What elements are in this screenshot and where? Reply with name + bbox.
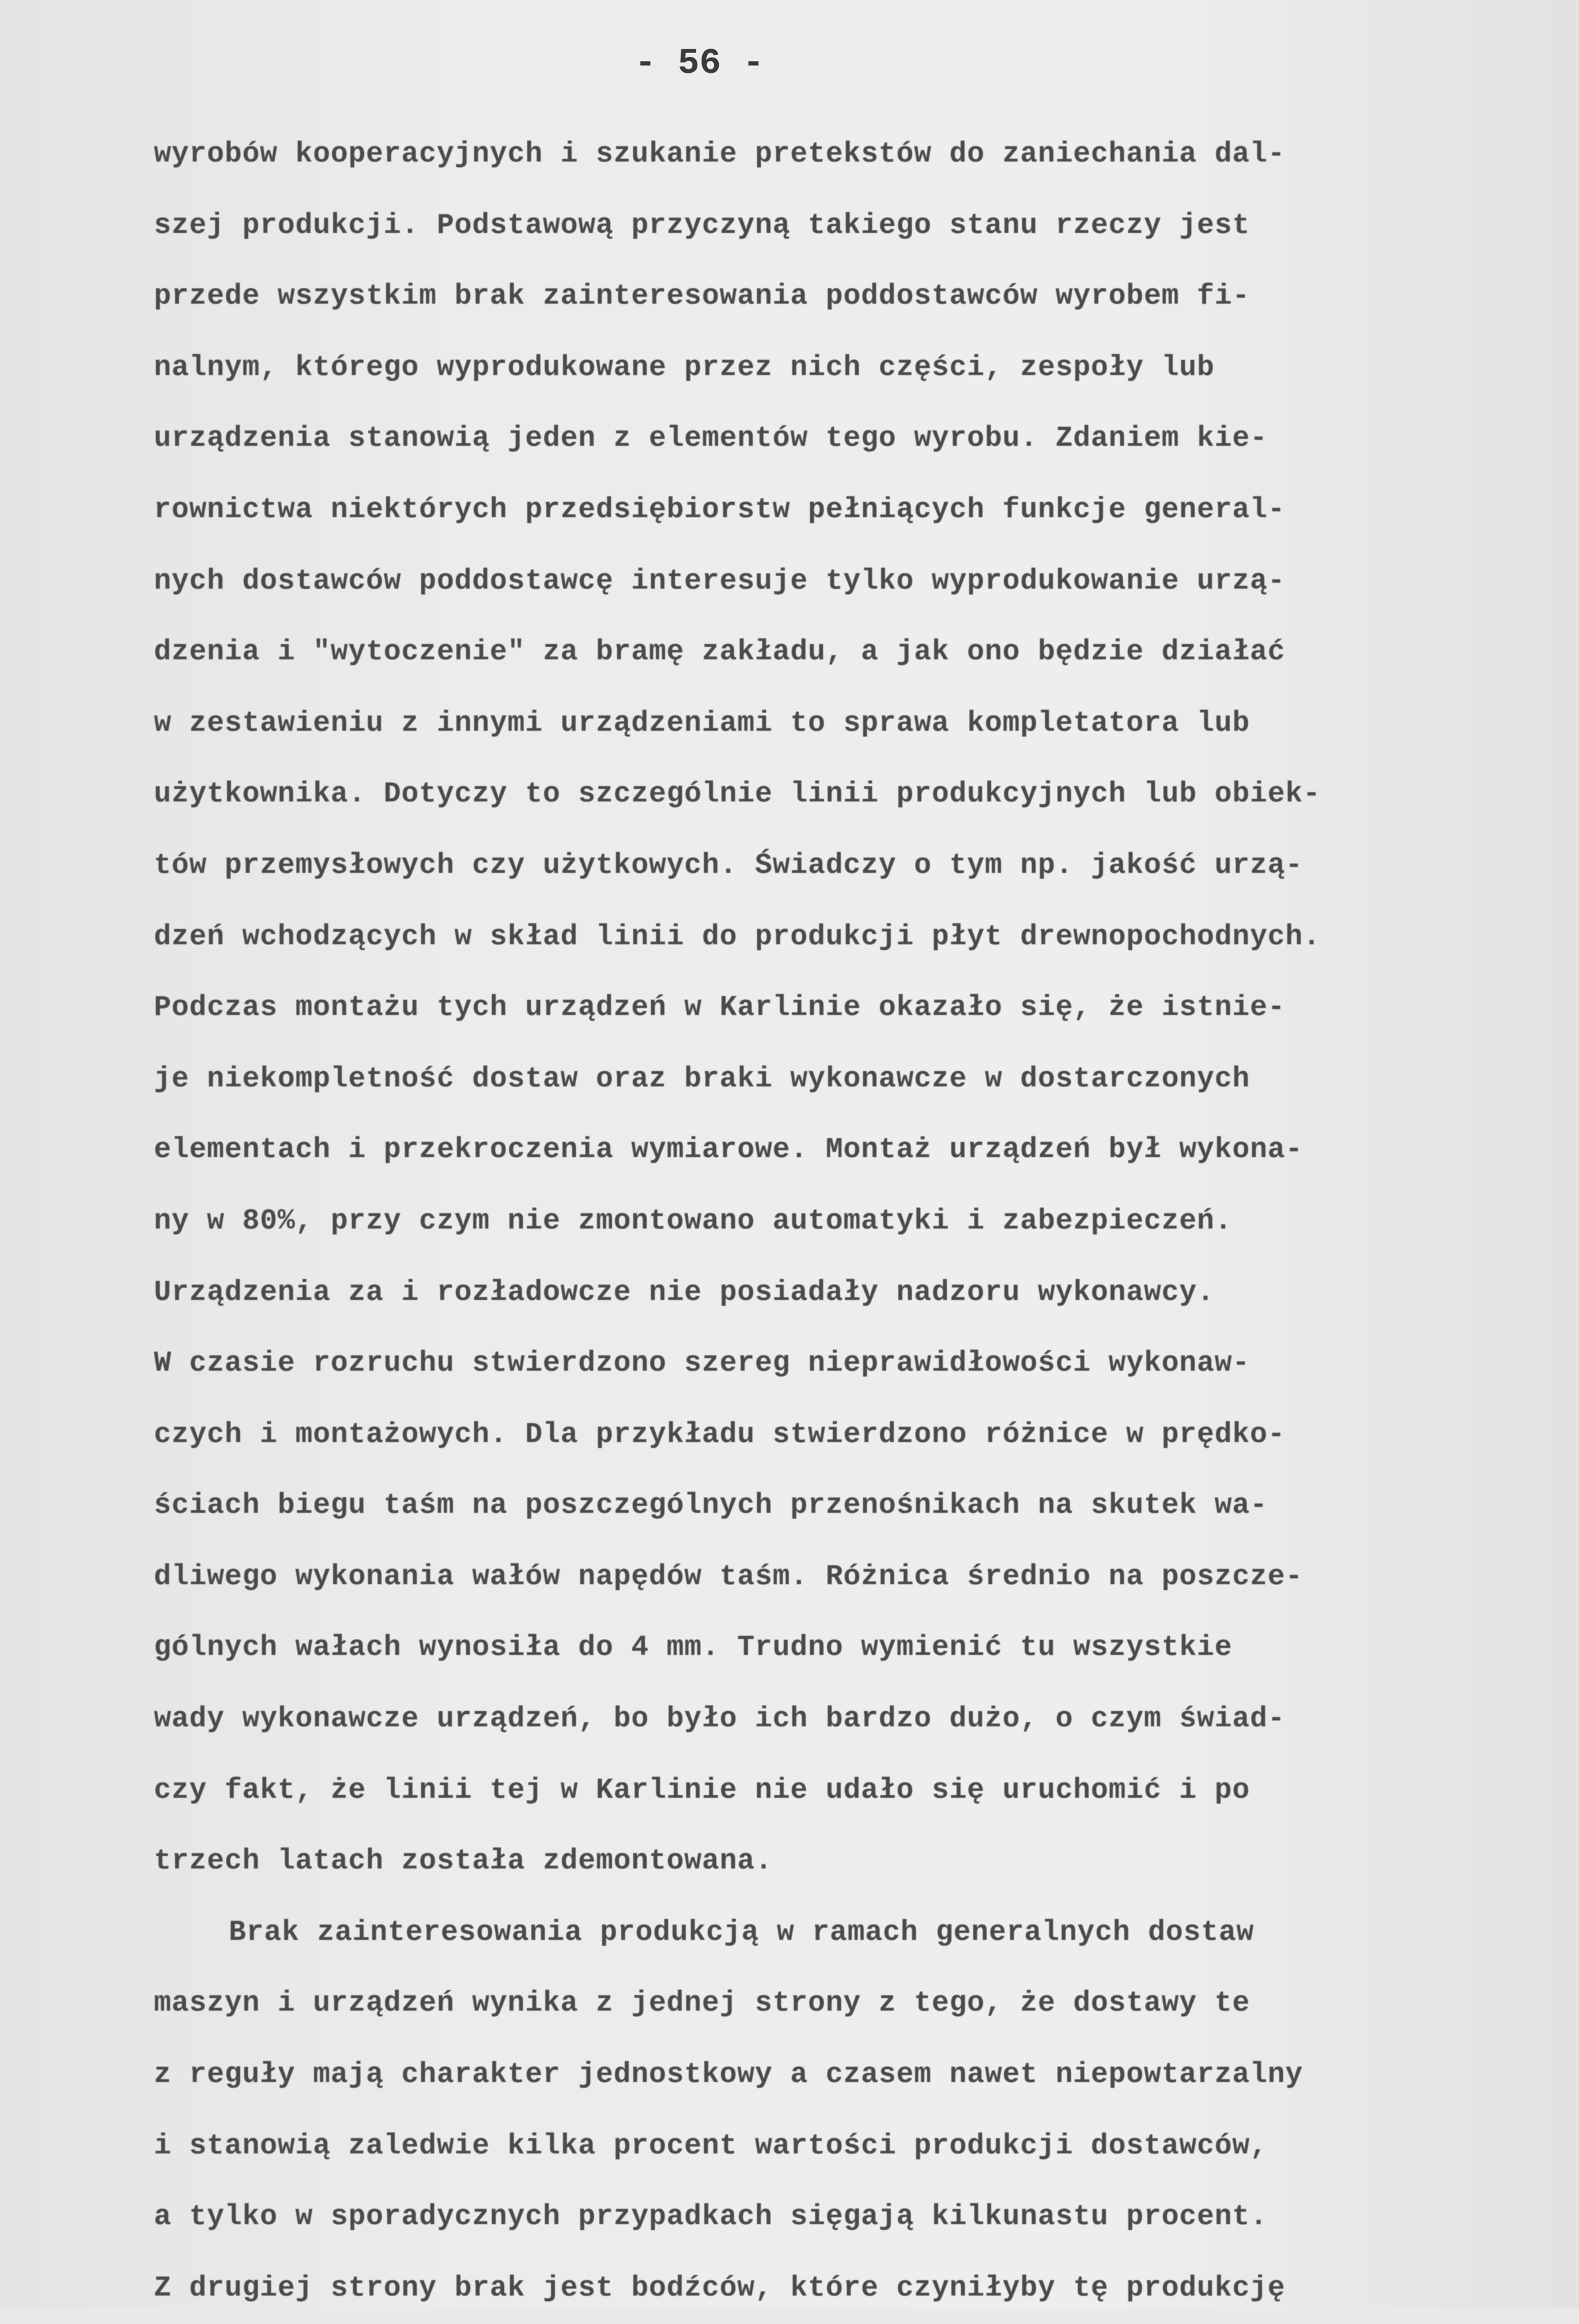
page-number: - 56 - [634, 43, 765, 84]
text-line: czych i montażowych. Dla przykładu stwierdzono różnice w prędko- [154, 1418, 1286, 1451]
text-line: Urządzenia za i rozładowcze nie posiadały nadzoru wykonawcy. [154, 1276, 1215, 1309]
text-line: je niekompletność dostaw oraz braki wykonawcze w dostarczonych [154, 1062, 1250, 1095]
text-line: W czasie rozruchu stwierdzono szereg nieprawidłowości wykonaw- [154, 1347, 1250, 1380]
text-line: nych dostawców poddostawcę interesuje tylko wyprodukowanie urzą- [154, 564, 1286, 598]
text-line: maszyn i urządzeń wynika z jednej strony z tego, że dostawy te [154, 1987, 1250, 2020]
text-line: Z drugiej strony brak jest bodźców, które czyniłyby tę produkcję [154, 2271, 1286, 2305]
text-line: i stanowią zaledwie kilka procent wartości produkcji dostawców, [154, 2129, 1268, 2162]
text-line: dzenia i "wytoczenie" za bramę zakładu, a jak ono będzie działać [154, 636, 1286, 669]
text-line: użytkownika. Dotyczy to szczególnie linii produkcyjnych lub obiek- [154, 778, 1321, 811]
text-line: dzeń wchodzących w skład linii do produkcji płyt drewnopochodnych. [154, 920, 1321, 953]
text-line: Brak zainteresowania produkcją w ramach generalnych dostaw [229, 1916, 1255, 1949]
text-line: trzech latach została zdemontowana. [154, 1845, 773, 1878]
body-text [154, 119, 1561, 2324]
text-line: ściach biegu taśm na poszczególnych przenośnikach na skutek wa- [154, 1489, 1268, 1523]
text-line: z reguły mają charakter jednostkowy a czasem nawet niepowtarzalny [154, 2058, 1303, 2092]
paragraph-2 [154, 1898, 1561, 2324]
text-line: ny w 80%, przy czym nie zmontowano automatyki i zabezpieczeń. [154, 1204, 1232, 1238]
text-line: wady wykonawcze urządzeń, bo było ich bardzo dużo, o czym świad- [154, 1703, 1286, 1736]
paragraph-1 [154, 119, 1561, 1898]
text-line: nalnym, którego wyprodukowane przez nich części, zespoły lub [154, 351, 1215, 384]
text-line: dliwego wykonania wałów napędów taśm. Różnica średnio na poszcze- [154, 1560, 1303, 1593]
text-line: a tylko w sporadycznych przypadkach sięgają kilkunastu procent. [154, 2201, 1268, 2234]
text-line: przede wszystkim brak zainteresowania poddostawców wyrobem fi- [154, 280, 1250, 313]
text-line: szej produkcji. Podstawową przyczyną takiego stanu rzeczy jest [154, 209, 1250, 242]
text-line: tów przemysłowych czy użytkowych. Świadczy o tym np. jakość urzą- [154, 849, 1303, 882]
text-line: gólnych wałach wynosiła do 4 mm. Trudno wymienić tu wszystkie [154, 1631, 1232, 1665]
text-line: Podczas montażu tych urządzeń w Karlinie okazało się, że istnie- [154, 991, 1286, 1025]
text-line: rownictwa niektórych przedsiębiorstw pełniących funkcje general- [154, 493, 1286, 526]
text-line: urządzenia stanowią jeden z elementów tego wyrobu. Zdaniem kie- [154, 422, 1268, 456]
text-line: elementach i przekroczenia wymiarowe. Montaż urządzeń był wykona- [154, 1134, 1303, 1167]
text-line: wyrobów kooperacyjnych i szukanie pretekstów do zaniechania dal- [154, 138, 1286, 171]
text-line: w zestawieniu z innymi urządzeniami to sprawa kompletatora lub [154, 706, 1250, 740]
text-line: czy fakt, że linii tej w Karlinie nie udało się uruchomić i po [154, 1774, 1250, 1807]
